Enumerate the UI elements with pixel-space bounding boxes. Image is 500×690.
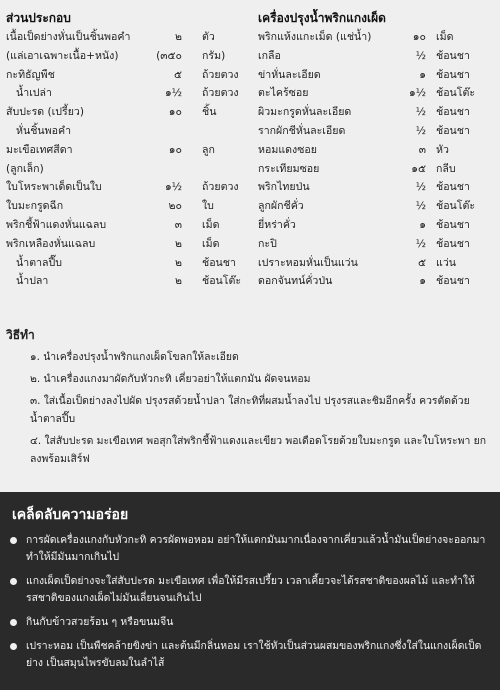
ingredient-unit: ช้อนโต๊ะ: [436, 87, 476, 100]
ingredient-quantity: ๑๐: [412, 31, 426, 43]
ingredient-quantity: ๑: [419, 68, 426, 81]
method-step: ๑. นำเครื่องปรุงน้ำพริกแกงเผ็ดโขลกให้ละเอียด: [30, 351, 239, 363]
ingredient-quantity: ๒: [175, 256, 182, 269]
ingredient-row: [6, 28, 242, 47]
ingredient-name: กะปิ: [258, 237, 277, 250]
tips-section: [0, 492, 500, 690]
ingredient-name: ยี่หร่าคั่ว: [258, 218, 296, 231]
ingredient-quantity: ๓: [174, 218, 182, 231]
ingredient-quantity: (๓๕๐: [156, 49, 182, 62]
paste-ingredient-row: [258, 197, 498, 216]
paste-ingredient-row: [258, 272, 498, 291]
method-heading: วิธีทำ: [6, 328, 35, 342]
ingredient-name: ใบโหระพาเด็ดเป็นใบ: [6, 181, 102, 194]
ingredient-unit: ลูก: [202, 143, 215, 156]
paste-ingredient-row: [258, 66, 498, 85]
ingredient-row: [6, 197, 242, 216]
ingredient-unit: หัว: [436, 143, 449, 156]
ingredient-name: รากผักชีหั่นละเอียด: [258, 124, 346, 137]
ingredient-unit: ช้อนชา: [436, 237, 470, 250]
paste-ingredient-row: [258, 28, 498, 47]
ingredient-name: หั่นชิ้นพอคำ: [16, 124, 72, 137]
paste-column: [258, 8, 498, 291]
method-step: ๒. นำเครื่องแกงมาผัดกับหัวกะทิ เคี่ยวอย่าให้แตกมัน ผัดจนหอม: [30, 373, 311, 385]
paste-ingredient-row: [258, 47, 498, 66]
ingredients-heading: ส่วนประกอบ: [6, 11, 71, 25]
ingredient-row: [6, 254, 242, 273]
ingredient-name: พริกเหลืองหั่นแฉลบ: [6, 237, 96, 250]
paste-ingredient-row: [258, 160, 498, 179]
ingredient-row: [6, 103, 242, 122]
ingredient-quantity: ½: [415, 237, 426, 250]
bullet-icon: [10, 619, 17, 626]
paste-ingredient-row: [258, 216, 498, 235]
paste-ingredient-row: [258, 84, 498, 103]
ingredient-quantity: ½: [415, 181, 426, 194]
ingredient-unit: ช้อนชา: [436, 124, 470, 137]
ingredient-name: หอมแดงซอย: [258, 143, 317, 156]
ingredient-name: น้ำตาลปี๊บ: [16, 256, 62, 269]
ingredient-quantity: ½: [415, 106, 426, 119]
ingredient-unit: ใบ: [202, 200, 214, 213]
ingredient-unit: ช้อนชา: [436, 106, 470, 119]
ingredient-unit: ตัว: [202, 31, 215, 43]
ingredient-unit: กรัม): [202, 49, 226, 62]
paste-list: [258, 28, 498, 291]
paste-ingredient-row: [258, 122, 498, 141]
ingredient-name: ใบมะกรูดฉีก: [6, 200, 64, 213]
ingredient-row: [6, 235, 242, 254]
ingredient-name: มะเขือเทศสีดา: [6, 143, 73, 156]
ingredient-unit: ช้อนชา: [202, 256, 236, 269]
paste-ingredient-row: [258, 178, 498, 197]
ingredient-row: [6, 272, 242, 291]
ingredient-unit: ช้อนชา: [436, 181, 470, 194]
tips-heading: เคล็ดลับความอร่อย: [12, 507, 129, 523]
ingredient-name: ดอกจันทน์คั่วป่น: [258, 275, 333, 288]
paste-ingredient-row: [258, 254, 498, 273]
ingredient-row: [6, 66, 242, 85]
tips-list: [10, 532, 490, 679]
ingredient-row: [6, 47, 242, 66]
ingredient-unit: กลีบ: [436, 162, 456, 175]
ingredient-name: เกลือ: [258, 49, 281, 62]
ingredient-quantity: ๑๐: [168, 106, 182, 119]
ingredient-name: น้ำปลา: [16, 275, 49, 288]
ingredient-unit: ถ้วยตวง: [202, 181, 239, 194]
ingredient-name: กระเทียมซอย: [258, 162, 320, 175]
ingredient-unit: ถ้วยตวง: [202, 87, 239, 100]
ingredient-quantity: ๒๐: [168, 200, 182, 213]
ingredient-quantity: ๒: [175, 237, 182, 250]
tip-item: [10, 638, 490, 672]
ingredient-quantity: ๑๕: [411, 162, 426, 175]
ingredient-unit: ช้อนโต๊ะ: [202, 275, 242, 288]
ingredient-unit: ช้อนชา: [436, 49, 470, 62]
tip-item: [10, 532, 490, 566]
ingredient-quantity: ๑½: [165, 87, 182, 100]
tip-text: กินกับข้าวสวยร้อน ๆ หรือขนมจีน: [26, 616, 174, 628]
ingredient-name: เปราะหอมหั่นเป็นแว่น: [258, 256, 358, 269]
ingredient-name: เนื้อเป็ดย่างหั่นเป็นชิ้นพอคำ: [6, 31, 131, 43]
ingredient-row: [6, 84, 242, 103]
ingredient-unit: เม็ด: [202, 218, 220, 231]
ingredient-name: กะทิธัญพืช: [6, 68, 55, 81]
ingredient-unit: ช้อนชา: [436, 68, 470, 81]
ingredient-row: [6, 141, 242, 160]
tip-text: การผัดเครื่องแกงกับหัวกะทิ ควรผัดพอหอม อย่าให้แตกมันมากเนื่องจากเคี่ยวแล้วน้ำมันเป็ดย่างจะออกมาทำให้มีมันมากเกินไป: [26, 534, 486, 563]
ingredient-name: สับปะรด (เปรี้ยว): [6, 106, 84, 119]
ingredient-name: ผิวมะกรูดหั่นละเอียด: [258, 106, 352, 119]
ingredient-quantity: ½: [415, 200, 426, 213]
ingredient-quantity: ๕: [417, 256, 426, 269]
ingredients-list: [6, 28, 242, 291]
bullet-icon: [10, 643, 17, 650]
ingredient-row: [6, 216, 242, 235]
paste-ingredient-row: [258, 235, 498, 254]
ingredient-name: ตะไคร้ซอย: [258, 87, 309, 100]
tip-text: เปราะหอม เป็นพืชคล้ายขิงข่า และต้นมีกลิ่นหอม เราใช้หัวเป็นส่วนผสมของพริกแกงซึ่งใส่ในแกงเผ็ดเป็ดย่าง เป็นสมุนไพรขับลมในลำไส้: [26, 640, 482, 669]
ingredient-unit: ช้อนโต๊ะ: [436, 200, 476, 213]
paste-ingredient-row: [258, 103, 498, 122]
ingredient-unit: ช้อนชา: [436, 218, 470, 231]
ingredient-quantity: ๑: [419, 218, 426, 231]
tip-item: [10, 573, 490, 607]
ingredient-name: ลูกผักชีคั่ว: [258, 200, 304, 213]
ingredient-quantity: ๒: [175, 31, 182, 43]
ingredient-name: พริกชี้ฟ้าแดงหั่นแฉลบ: [6, 218, 107, 231]
ingredient-quantity: ๑½: [165, 181, 182, 194]
method-step: ๔. ใส่สับปะรด มะเขือเทศ พอสุกใส่พริกชี้ฟ้าแดงและเขียว พอเดือดโรยด้วยใบมะกรูด และใบโหระพา ยกลงพร้อมเสิร์ฟ: [30, 435, 486, 465]
ingredient-name: น้ำเปล่า: [16, 87, 52, 100]
ingredients-column: [6, 8, 242, 291]
tip-item: [10, 614, 490, 631]
ingredient-unit: ชิ้น: [202, 106, 217, 119]
ingredient-quantity: ๑: [419, 275, 426, 288]
ingredient-unit: เม็ด: [436, 31, 454, 43]
ingredient-quantity: ๑½: [409, 87, 426, 100]
ingredient-unit: เม็ด: [202, 237, 220, 250]
ingredient-quantity: ½: [415, 124, 426, 137]
ingredient-name: พริกแห้งแกะเม็ด (แช่น้ำ): [258, 31, 372, 43]
ingredient-unit: แว่น: [436, 256, 457, 269]
ingredient-unit: ถ้วยตวง: [202, 68, 239, 81]
ingredient-row: [6, 122, 242, 141]
tip-text: แกงเผ็ดเป็ดย่างจะใส่สับปะรด มะเขือเทศ เพื่อให้มีรสเปรี้ยว เวลาเคี้ยวจะได้รสชาติของผลไม้ และทำให้รสชาติของแกงเผ็ดไม่มันเลี่ยนจนเกินไป: [26, 575, 475, 604]
ingredient-name: ข่าหั่นละเอียด: [258, 68, 321, 81]
ingredient-name: (ลูกเล็ก): [6, 162, 44, 175]
bullet-icon: [10, 578, 17, 585]
ingredient-quantity: ๕: [173, 68, 182, 81]
ingredient-unit: ช้อนชา: [436, 275, 470, 288]
ingredient-row: [6, 178, 242, 197]
ingredient-quantity: ½: [415, 49, 426, 62]
ingredient-quantity: ๑๐: [168, 143, 182, 156]
method-step: ๓. ใส่เนื้อเป็ดย่างลงไปผัด ปรุงรสด้วยน้ำปลา ใส่กะทิที่ผสมน้ำลงไป ปรุงรสและชิมอีกครั้ง ควรตัดด้วยน้ำตาลปี๊บ: [30, 395, 470, 425]
bullet-icon: [10, 537, 17, 544]
ingredient-quantity: ๒: [175, 275, 182, 288]
paste-ingredient-row: [258, 141, 498, 160]
method-section: [6, 326, 494, 470]
ingredient-row: [6, 160, 242, 179]
ingredient-quantity: ๓: [418, 143, 426, 156]
paste-heading: เครื่องปรุงน้ำพริกแกงเผ็ด: [258, 11, 386, 25]
ingredient-name: พริกไทยป่น: [258, 181, 310, 194]
ingredient-name: (แล่เอาเฉพาะเนื้อ+หนัง): [6, 49, 119, 62]
